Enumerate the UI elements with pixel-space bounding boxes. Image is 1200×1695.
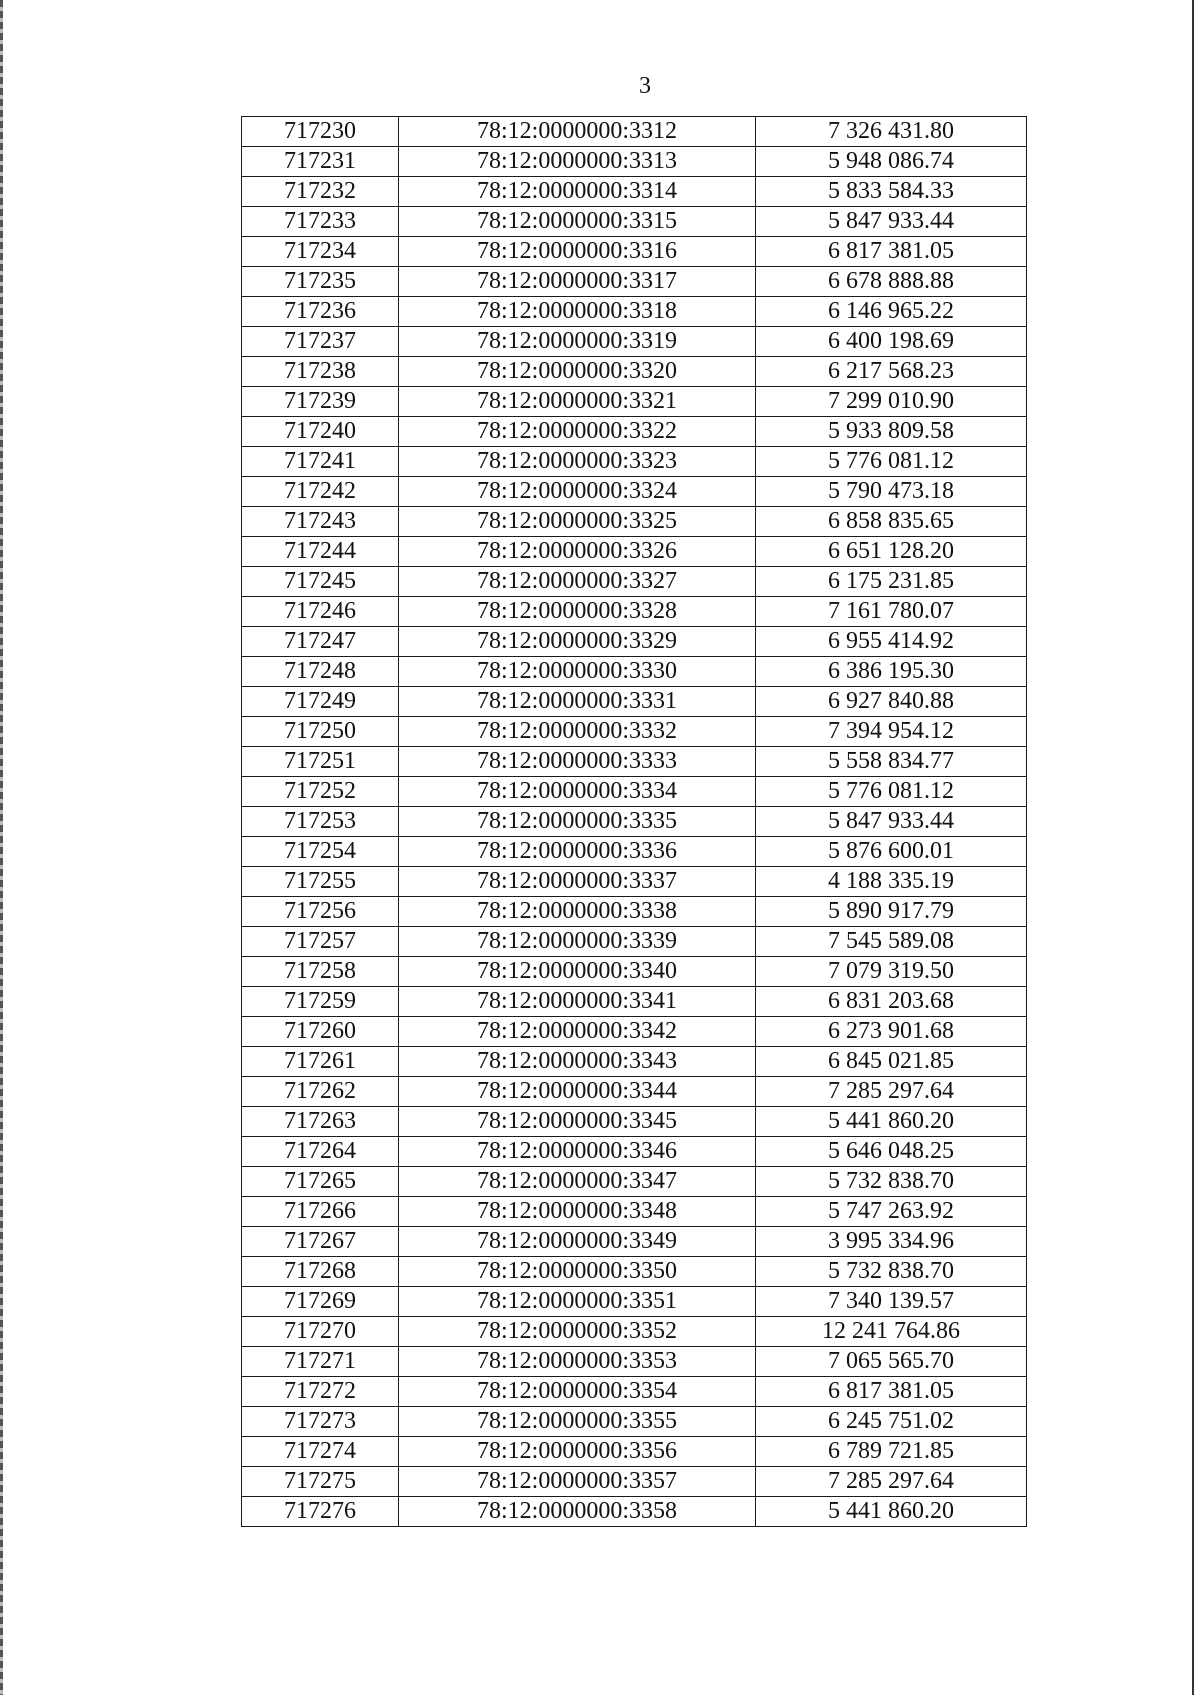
table-row [242,387,1027,417]
table-row [242,1437,1027,1467]
record-number-cell: 717269 [242,1287,399,1317]
record-number-cell: 717236 [242,297,399,327]
cadastral-value-cell: 5 732 838.70 [756,1257,1027,1287]
table-row [242,237,1027,267]
cadastral-number-cell: 78:12:0000000:3328 [399,597,756,627]
cadastral-value-cell: 5 933 809.58 [756,417,1027,447]
cadastral-value-cell: 6 817 381.05 [756,1377,1027,1407]
cadastral-value-cell: 5 847 933.44 [756,807,1027,837]
table-row [242,117,1027,147]
record-number-cell: 717266 [242,1197,399,1227]
record-number-cell: 717258 [242,957,399,987]
cadastral-value-cell: 5 646 048.25 [756,1137,1027,1167]
table-row [242,837,1027,867]
cadastral-number-cell: 78:12:0000000:3332 [399,717,756,747]
table-row [242,507,1027,537]
table-row [242,327,1027,357]
cadastral-value-cell: 6 245 751.02 [756,1407,1027,1437]
table-row [242,657,1027,687]
cadastral-number-cell: 78:12:0000000:3336 [399,837,756,867]
record-number-cell: 717272 [242,1377,399,1407]
cadastral-number-cell: 78:12:0000000:3352 [399,1317,756,1347]
cadastral-value-cell: 7 065 565.70 [756,1347,1027,1377]
record-number-cell: 717235 [242,267,399,297]
cadastral-value-cell: 7 299 010.90 [756,387,1027,417]
table-row [242,687,1027,717]
record-number-cell: 717261 [242,1047,399,1077]
table-row [242,597,1027,627]
record-number-cell: 717242 [242,477,399,507]
cadastral-number-cell: 78:12:0000000:3356 [399,1437,756,1467]
table-row [242,417,1027,447]
cadastral-number-cell: 78:12:0000000:3327 [399,567,756,597]
table-row [242,777,1027,807]
cadastral-value-cell: 7 394 954.12 [756,717,1027,747]
cadastral-number-cell: 78:12:0000000:3340 [399,957,756,987]
registry-table-body [242,117,1027,1527]
registry-table [241,116,1027,1527]
table-row [242,477,1027,507]
cadastral-number-cell: 78:12:0000000:3316 [399,237,756,267]
record-number-cell: 717237 [242,327,399,357]
cadastral-value-cell: 6 386 195.30 [756,657,1027,687]
cadastral-value-cell: 5 833 584.33 [756,177,1027,207]
record-number-cell: 717257 [242,927,399,957]
table-row [242,1047,1027,1077]
record-number-cell: 717262 [242,1077,399,1107]
cadastral-value-cell: 5 732 838.70 [756,1167,1027,1197]
cadastral-number-cell: 78:12:0000000:3355 [399,1407,756,1437]
table-row [242,1227,1027,1257]
record-number-cell: 717275 [242,1467,399,1497]
cadastral-number-cell: 78:12:0000000:3351 [399,1287,756,1317]
record-number-cell: 717260 [242,1017,399,1047]
cadastral-value-cell: 5 441 860.20 [756,1107,1027,1137]
cadastral-number-cell: 78:12:0000000:3334 [399,777,756,807]
cadastral-number-cell: 78:12:0000000:3341 [399,987,756,1017]
record-number-cell: 717274 [242,1437,399,1467]
cadastral-value-cell: 6 175 231.85 [756,567,1027,597]
cadastral-number-cell: 78:12:0000000:3314 [399,177,756,207]
cadastral-value-cell: 6 217 568.23 [756,357,1027,387]
cadastral-value-cell: 6 273 901.68 [756,1017,1027,1047]
cadastral-value-cell: 4 188 335.19 [756,867,1027,897]
cadastral-value-cell: 7 285 297.64 [756,1077,1027,1107]
cadastral-value-cell: 5 558 834.77 [756,747,1027,777]
cadastral-value-cell: 3 995 334.96 [756,1227,1027,1257]
table-row [242,1377,1027,1407]
cadastral-number-cell: 78:12:0000000:3312 [399,117,756,147]
table-row [242,177,1027,207]
record-number-cell: 717256 [242,897,399,927]
cadastral-number-cell: 78:12:0000000:3339 [399,927,756,957]
cadastral-number-cell: 78:12:0000000:3346 [399,1137,756,1167]
table-row [242,147,1027,177]
cadastral-number-cell: 78:12:0000000:3313 [399,147,756,177]
scan-right-edge [1192,0,1194,1695]
record-number-cell: 717232 [242,177,399,207]
cadastral-number-cell: 78:12:0000000:3319 [399,327,756,357]
table-row [242,1317,1027,1347]
table-row [242,1137,1027,1167]
cadastral-number-cell: 78:12:0000000:3345 [399,1107,756,1137]
table-row [242,957,1027,987]
page-number: 3 [639,73,651,99]
record-number-cell: 717251 [242,747,399,777]
cadastral-value-cell: 7 285 297.64 [756,1467,1027,1497]
record-number-cell: 717230 [242,117,399,147]
cadastral-value-cell: 5 847 933.44 [756,207,1027,237]
cadastral-value-cell: 6 651 128.20 [756,537,1027,567]
scan-left-edge [0,0,3,1695]
table-row [242,927,1027,957]
record-number-cell: 717265 [242,1167,399,1197]
cadastral-number-cell: 78:12:0000000:3338 [399,897,756,927]
table-row [242,1017,1027,1047]
cadastral-value-cell: 6 955 414.92 [756,627,1027,657]
record-number-cell: 717243 [242,507,399,537]
cadastral-number-cell: 78:12:0000000:3353 [399,1347,756,1377]
record-number-cell: 717249 [242,687,399,717]
cadastral-number-cell: 78:12:0000000:3342 [399,1017,756,1047]
cadastral-value-cell: 7 079 319.50 [756,957,1027,987]
record-number-cell: 717244 [242,537,399,567]
cadastral-number-cell: 78:12:0000000:3344 [399,1077,756,1107]
cadastral-number-cell: 78:12:0000000:3354 [399,1377,756,1407]
cadastral-number-cell: 78:12:0000000:3330 [399,657,756,687]
cadastral-number-cell: 78:12:0000000:3343 [399,1047,756,1077]
table-row [242,297,1027,327]
cadastral-value-cell: 7 340 139.57 [756,1287,1027,1317]
cadastral-value-cell: 6 845 021.85 [756,1047,1027,1077]
cadastral-number-cell: 78:12:0000000:3348 [399,1197,756,1227]
cadastral-value-cell: 5 776 081.12 [756,777,1027,807]
table-row [242,1107,1027,1137]
table-row [242,537,1027,567]
record-number-cell: 717247 [242,627,399,657]
cadastral-value-cell: 5 747 263.92 [756,1197,1027,1227]
cadastral-value-cell: 6 817 381.05 [756,237,1027,267]
record-number-cell: 717246 [242,597,399,627]
cadastral-number-cell: 78:12:0000000:3321 [399,387,756,417]
cadastral-number-cell: 78:12:0000000:3331 [399,687,756,717]
record-number-cell: 717248 [242,657,399,687]
table-row [242,1467,1027,1497]
table-row [242,207,1027,237]
cadastral-value-cell: 7 545 589.08 [756,927,1027,957]
record-number-cell: 717233 [242,207,399,237]
record-number-cell: 717245 [242,567,399,597]
cadastral-number-cell: 78:12:0000000:3337 [399,867,756,897]
table-row [242,627,1027,657]
cadastral-value-cell: 7 161 780.07 [756,597,1027,627]
cadastral-value-cell: 6 400 198.69 [756,327,1027,357]
table-row [242,1287,1027,1317]
cadastral-number-cell: 78:12:0000000:3318 [399,297,756,327]
table-row [242,1257,1027,1287]
cadastral-number-cell: 78:12:0000000:3329 [399,627,756,657]
record-number-cell: 717239 [242,387,399,417]
cadastral-number-cell: 78:12:0000000:3347 [399,1167,756,1197]
table-row [242,1167,1027,1197]
cadastral-number-cell: 78:12:0000000:3358 [399,1497,756,1527]
record-number-cell: 717267 [242,1227,399,1257]
table-row [242,747,1027,777]
table-row [242,1197,1027,1227]
record-number-cell: 717263 [242,1107,399,1137]
cadastral-value-cell: 5 948 086.74 [756,147,1027,177]
record-number-cell: 717231 [242,147,399,177]
record-number-cell: 717250 [242,717,399,747]
cadastral-number-cell: 78:12:0000000:3333 [399,747,756,777]
table-row [242,717,1027,747]
record-number-cell: 717241 [242,447,399,477]
table-row [242,1407,1027,1437]
table-row [242,267,1027,297]
table-row [242,1077,1027,1107]
table-row [242,357,1027,387]
cadastral-number-cell: 78:12:0000000:3322 [399,417,756,447]
table-row [242,987,1027,1017]
cadastral-number-cell: 78:12:0000000:3324 [399,477,756,507]
cadastral-value-cell: 6 831 203.68 [756,987,1027,1017]
cadastral-value-cell: 6 789 721.85 [756,1437,1027,1467]
table-row [242,1497,1027,1527]
cadastral-value-cell: 12 241 764.86 [756,1317,1027,1347]
record-number-cell: 717252 [242,777,399,807]
cadastral-value-cell: 5 441 860.20 [756,1497,1027,1527]
record-number-cell: 717240 [242,417,399,447]
record-number-cell: 717253 [242,807,399,837]
record-number-cell: 717270 [242,1317,399,1347]
record-number-cell: 717255 [242,867,399,897]
cadastral-number-cell: 78:12:0000000:3350 [399,1257,756,1287]
record-number-cell: 717273 [242,1407,399,1437]
cadastral-value-cell: 6 146 965.22 [756,297,1027,327]
record-number-cell: 717276 [242,1497,399,1527]
cadastral-number-cell: 78:12:0000000:3323 [399,447,756,477]
cadastral-number-cell: 78:12:0000000:3326 [399,537,756,567]
cadastral-number-cell: 78:12:0000000:3317 [399,267,756,297]
cadastral-number-cell: 78:12:0000000:3315 [399,207,756,237]
table-row [242,867,1027,897]
table-row [242,567,1027,597]
table-row [242,1347,1027,1377]
cadastral-number-cell: 78:12:0000000:3325 [399,507,756,537]
cadastral-value-cell: 5 876 600.01 [756,837,1027,867]
cadastral-value-cell: 6 927 840.88 [756,687,1027,717]
cadastral-number-cell: 78:12:0000000:3357 [399,1467,756,1497]
table-row [242,447,1027,477]
record-number-cell: 717238 [242,357,399,387]
record-number-cell: 717254 [242,837,399,867]
record-number-cell: 717271 [242,1347,399,1377]
cadastral-number-cell: 78:12:0000000:3320 [399,357,756,387]
cadastral-value-cell: 5 890 917.79 [756,897,1027,927]
record-number-cell: 717264 [242,1137,399,1167]
record-number-cell: 717259 [242,987,399,1017]
cadastral-value-cell: 6 678 888.88 [756,267,1027,297]
table-row [242,807,1027,837]
record-number-cell: 717234 [242,237,399,267]
cadastral-number-cell: 78:12:0000000:3349 [399,1227,756,1257]
table-row [242,897,1027,927]
cadastral-value-cell: 5 790 473.18 [756,477,1027,507]
record-number-cell: 717268 [242,1257,399,1287]
cadastral-value-cell: 5 776 081.12 [756,447,1027,477]
cadastral-value-cell: 7 326 431.80 [756,117,1027,147]
cadastral-number-cell: 78:12:0000000:3335 [399,807,756,837]
cadastral-value-cell: 6 858 835.65 [756,507,1027,537]
